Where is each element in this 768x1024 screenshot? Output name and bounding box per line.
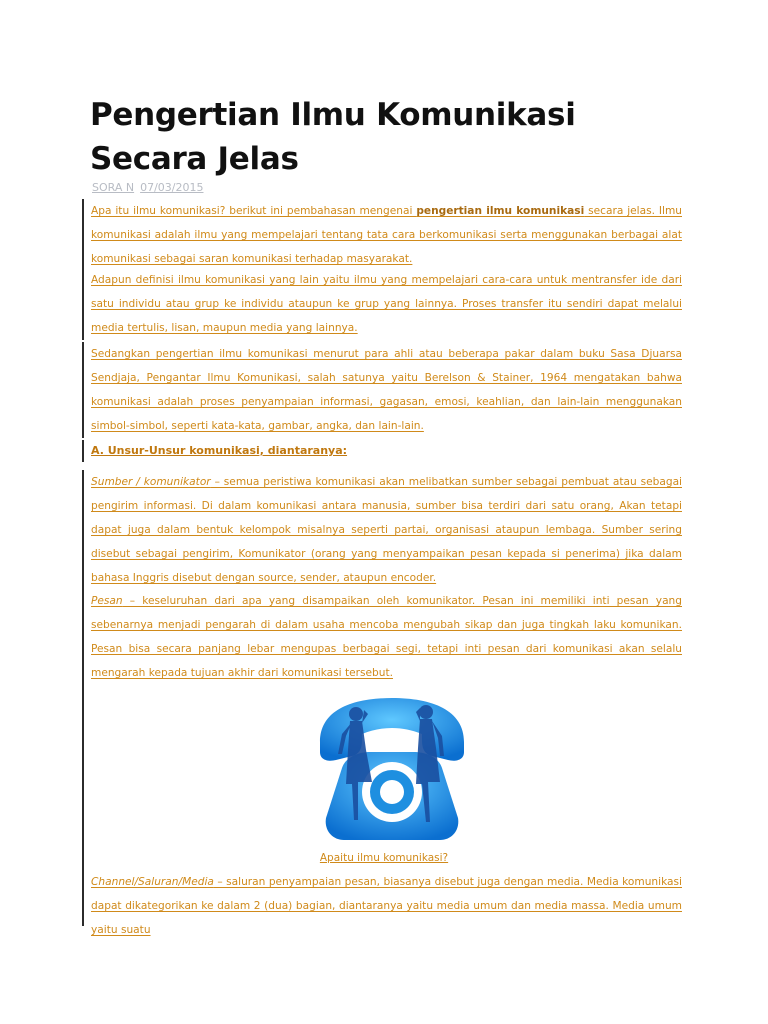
term-channel: Channel/Saluran/Media [91,876,214,888]
section-heading[interactable]: A. Unsur-Unsur komunikasi, diantaranya: [91,444,348,457]
paragraph-block-4 [82,470,682,590]
article-meta [92,181,204,194]
paragraph-2[interactable]: Adapun definisi ilmu komunikasi yang lain yaitu ilmu yang mempelajari cara-cara untuk mentransfer ide dari satu individu atau grup ke individu ataupun ke grup yang lainnya. Proses transfer itu sendiri dapat melalui media tertulis, lisan, maupun media yang lainnya. [91,274,682,334]
paragraph-3[interactable]: Sedangkan pengertian ilmu komunikasi menurut para ahli atau beberapa pakar dalam buku Sasa Djuarsa Sendjaja, Pengantar Ilmu Komunikasi, salah satunya yaitu Berelson & Stainer, 1964 mengatakan bahwa komunikasi adalah proses penyampaian informasi, gagasan, emosi, keahlian, dan lain-lain menggunakan simbol-simbol, seperti kata-kata, gambar, angka, dan lain-lain. [91,348,682,432]
paragraph-block-3 [82,342,682,438]
paragraph-6[interactable]: Channel/Saluran/Media – saluran penyampaian pesan, biasanya disebut juga dengan media. Media komunikasi dapat dikategorikan ke dalam 2 (dua) bagian, diantaranya yaitu media umum dan media massa. Media umum yaitu suatu [91,876,682,936]
heading-block [82,440,682,462]
paragraph-4[interactable]: Sumber / komunikator – semua peristiwa komunikasi akan melibatkan sumber sebagai pembuat atau sebagai pengirim informasi. Di dalam komunikasi antara manusia, sumber bisa terdiri dari satu orang, Akan tetapi dapat juga dalam bentuk kelompok misalnya seperti partai, organisasi ataupun lembaga. Sumber sering disebut sebagai pengirim, Komunikator (orang yang menyampaikan pesan kepada si penerima) jika dalam bahasa Inggris disebut dengan source, sender, ataupun encoder. [91,476,682,584]
date-link[interactable]: 07/03/2015 [140,181,204,194]
paragraph-block-1 [82,199,682,271]
term-sumber: Sumber / komunikator [91,476,211,488]
article-title: Pengertian Ilmu Komunikasi Secara Jelas [90,97,576,177]
telephone-illustration [312,690,472,850]
figure-caption[interactable]: Apaitu ilmu komunikasi? [319,852,449,864]
paragraph-5[interactable]: Pesan – keseluruhan dari apa yang disampaikan oleh komunikator. Pesan ini memiliki inti pesan yang sebenarnya menjadi pengarah di dalam usaha mencoba mengubah sikap dan juga tingkah laku komunikan. Pesan bisa secara panjang lebar mengupas berbagai segi, tetapi inti pesan dari komunikasi akan selalu mengarah kepada tujuan akhir dari komunikasi tersebut. [91,595,682,679]
paragraph-1[interactable]: Apa itu ilmu komunikasi? berikut ini pembahasan mengenai pengertian ilmu komunikasi secara jelas. Ilmu komunikasi adalah ilmu yang mempelajari tentang tata cara berkomunikasi serta menggunakan berbagai alat komunikasi sebagai saran komunikasi terhadap masyarakat. [91,205,682,265]
paragraph-block-6 [91,870,682,942]
bold-keyword: pengertian ilmu komunikasi [416,205,585,217]
paragraph-block-2 [82,268,682,340]
figure-block [82,680,684,936]
author-link[interactable]: SORA N [92,181,135,194]
paragraph-block-5 [82,589,682,685]
term-pesan: Pesan [91,595,123,607]
